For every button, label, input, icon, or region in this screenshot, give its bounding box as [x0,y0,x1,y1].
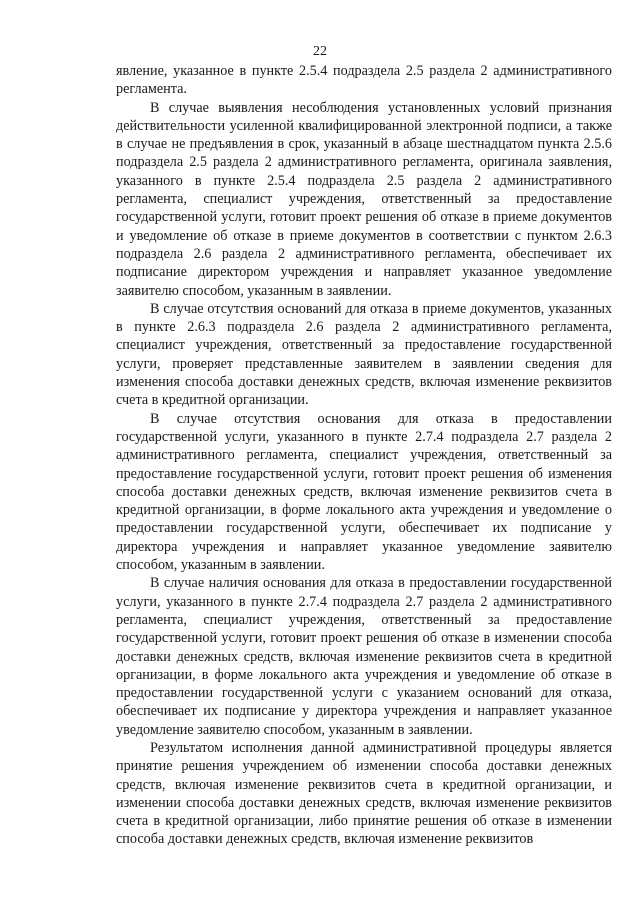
paragraph-no-refusal-grounds-service: В случае отсутствия основания для отказа в предоставлении государственной услуги, указанного в пункте 2.7.4 подраздела 2.7 раздела 2 административного регламента, специалист учреждения, ответственный за предоставление государственной услуги, готовит проект решения об изменения способа доставки денежных средств, включая изменение реквизитов счета в кредитной организации, в форме локального акта учреждения и уведомление о предоставлении государственной услуги, обеспечивает их подписание у директора учреждения и направляет указанное уведомление заявителю способом, указанным в заявлении. [116,410,612,574]
document-body [116,62,612,849]
paragraph-refusal-grounds-service: В случае наличия основания для отказа в предоставлении государственной услуги, указанного в пункте 2.7.4 подраздела 2.7 раздела 2 административного регламента, специалист учреждения, ответственный за предоставление государственной услуги, готовит проект решения об отказе в изменении способа доставки денежных средств, включая изменение реквизитов счета в кредитной организации, в форме локального акта учреждения и уведомление об отказе в предоставлении государственной услуги с указанием оснований для отказа, обеспечивает их подписание у директора учреждения и направляет указанное уведомление заявителю способом, указанным в заявлении. [116,575,612,738]
paragraph-continuation: явление, указанное в пункте 2.5.4 подраздела 2.5 раздела 2 административного регламента. [116,63,612,98]
paragraph-no-refusal-grounds-documents: В случае отсутствия оснований для отказа в приеме документов, указанных в пункте 2.6.3 подраздела 2.6 раздела 2 административного регламента, специалист учреждения, ответственный за предоставление государственной услуги, проверяет представленные заявителем в заявлении сведения для изменения способа доставки денежных средств, включая изменение реквизитов счета в кредитной организации. [116,300,612,409]
page-number: 22 [313,44,327,59]
paragraph-signature-violation: В случае выявления несоблюдения установленных условий признания действительности усиленной квалифицированной электронной подписи, а также в случае не предъявления в срок, указанный в абзаце шестнадцатом пункта 2.5.6 подраздела 2.5 раздела 2 административного регламента, оригинала заявления, указанного в пункте 2.5.4 подраздела 2.5 раздела 2 административного регламента, специалист учреждения, ответственный за предоставление государственной услуги, готовит проект решения об отказе в приеме документов и уведомление об отказе в приеме документов в соответствии с пунктом 2.6.3 подраздела 2.6 раздела 2 административного регламента, обеспечивает их подписание директором учреждения и направляет указанное уведомление заявителю способом, указанным в заявлении. [116,99,612,299]
paragraph-procedure-result: Результатом исполнения данной административной процедуры является принятие решения учреждением об изменении способа доставки денежных средств, включая изменение реквизитов счета в кредитной организации, и изменении способа доставки денежных средств, включая изменение реквизитов счета в кредитной организации, либо принятие решения об отказе в изменении способа доставки денежных средств, включая изменение реквизитов [116,739,612,848]
